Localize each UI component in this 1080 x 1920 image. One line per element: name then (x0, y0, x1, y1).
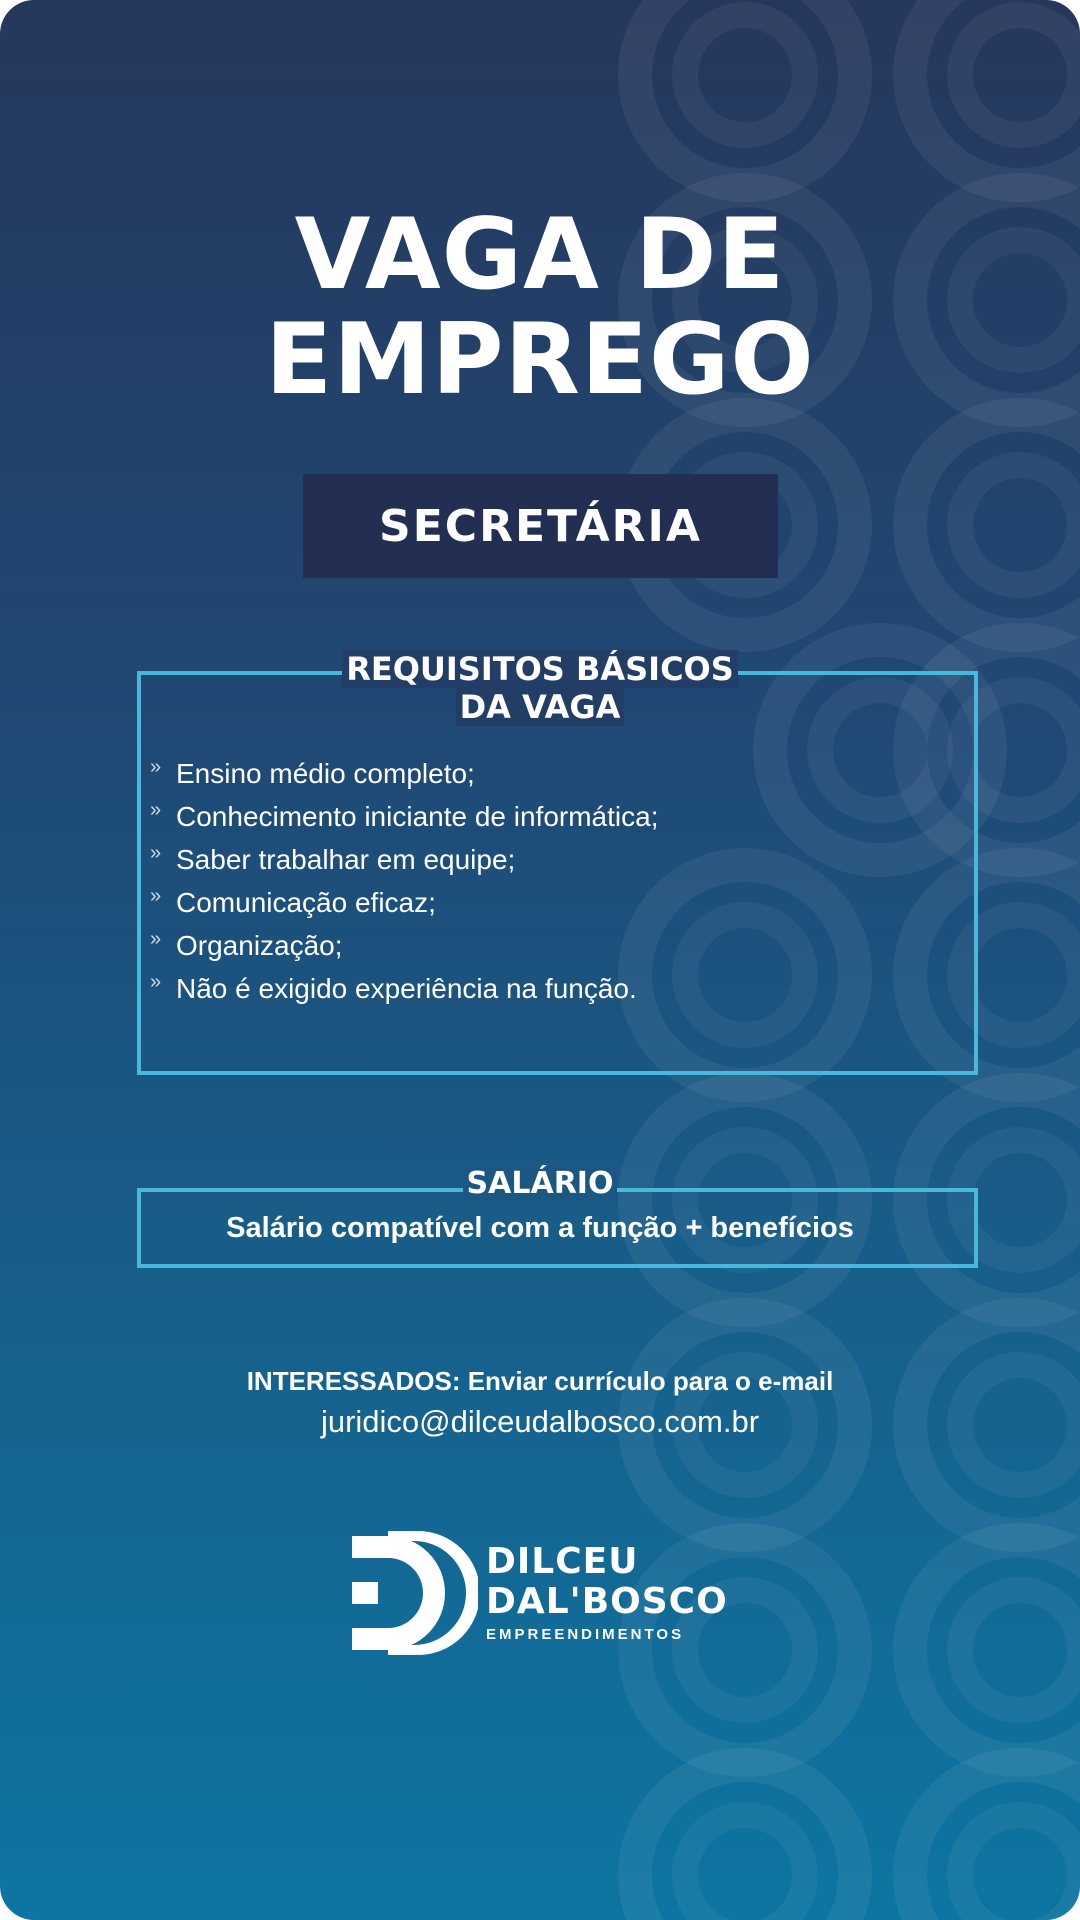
requirement-item (150, 795, 658, 838)
requirements-heading-line-1: REQUISITOS BÁSICOS (342, 650, 738, 688)
dd-logo-mark-icon (348, 1530, 478, 1656)
requirement-item (150, 924, 658, 967)
position-label: SECRETÁRIA (379, 500, 702, 552)
logo-name-line-2: DAL'BOSCO (486, 1581, 728, 1622)
requirement-text: Ensino médio completo; (176, 757, 475, 789)
salary-heading (0, 1165, 1080, 1203)
company-logo (348, 1530, 728, 1656)
double-chevron-icon: » (150, 928, 162, 950)
double-chevron-icon: » (150, 799, 162, 821)
contact-instruction: INTERESSADOS: Enviar currículo para o e-mail (246, 1366, 834, 1396)
requirements-list (150, 752, 658, 1010)
requirement-item (150, 881, 658, 924)
salary-text: Salário compatível com a função + benefícios (226, 1212, 854, 1244)
double-chevron-icon: » (150, 971, 162, 993)
requirements-heading (0, 650, 1080, 726)
requirement-text: Comunicação eficaz; (176, 886, 436, 918)
requirement-text: Não é exigido experiência na função. (176, 972, 637, 1004)
logo-subtitle: EMPREENDIMENTOS (486, 1626, 685, 1643)
double-chevron-icon: » (150, 885, 162, 907)
requirement-text: Organização; (176, 929, 343, 961)
double-chevron-icon: » (150, 842, 162, 864)
requirement-item (150, 752, 658, 795)
title-line-1: VAGA DE (294, 198, 786, 312)
requirements-heading-line-2: DA VAGA (456, 688, 625, 726)
double-chevron-icon: » (150, 756, 162, 778)
contact-email: juridico@dilceudalbosco.com.br (320, 1404, 760, 1439)
logo-name-line-1: DILCEU (486, 1541, 639, 1582)
requirement-text: Conhecimento iniciante de informática; (176, 800, 659, 832)
title-line-2: EMPREGO (265, 303, 815, 417)
salary-heading-text: SALÁRIO (463, 1166, 618, 1201)
position-label-box (303, 474, 778, 578)
requirement-text: Saber trabalhar em equipe; (176, 843, 516, 875)
requirement-item (150, 967, 658, 1010)
requirement-item (150, 838, 658, 881)
